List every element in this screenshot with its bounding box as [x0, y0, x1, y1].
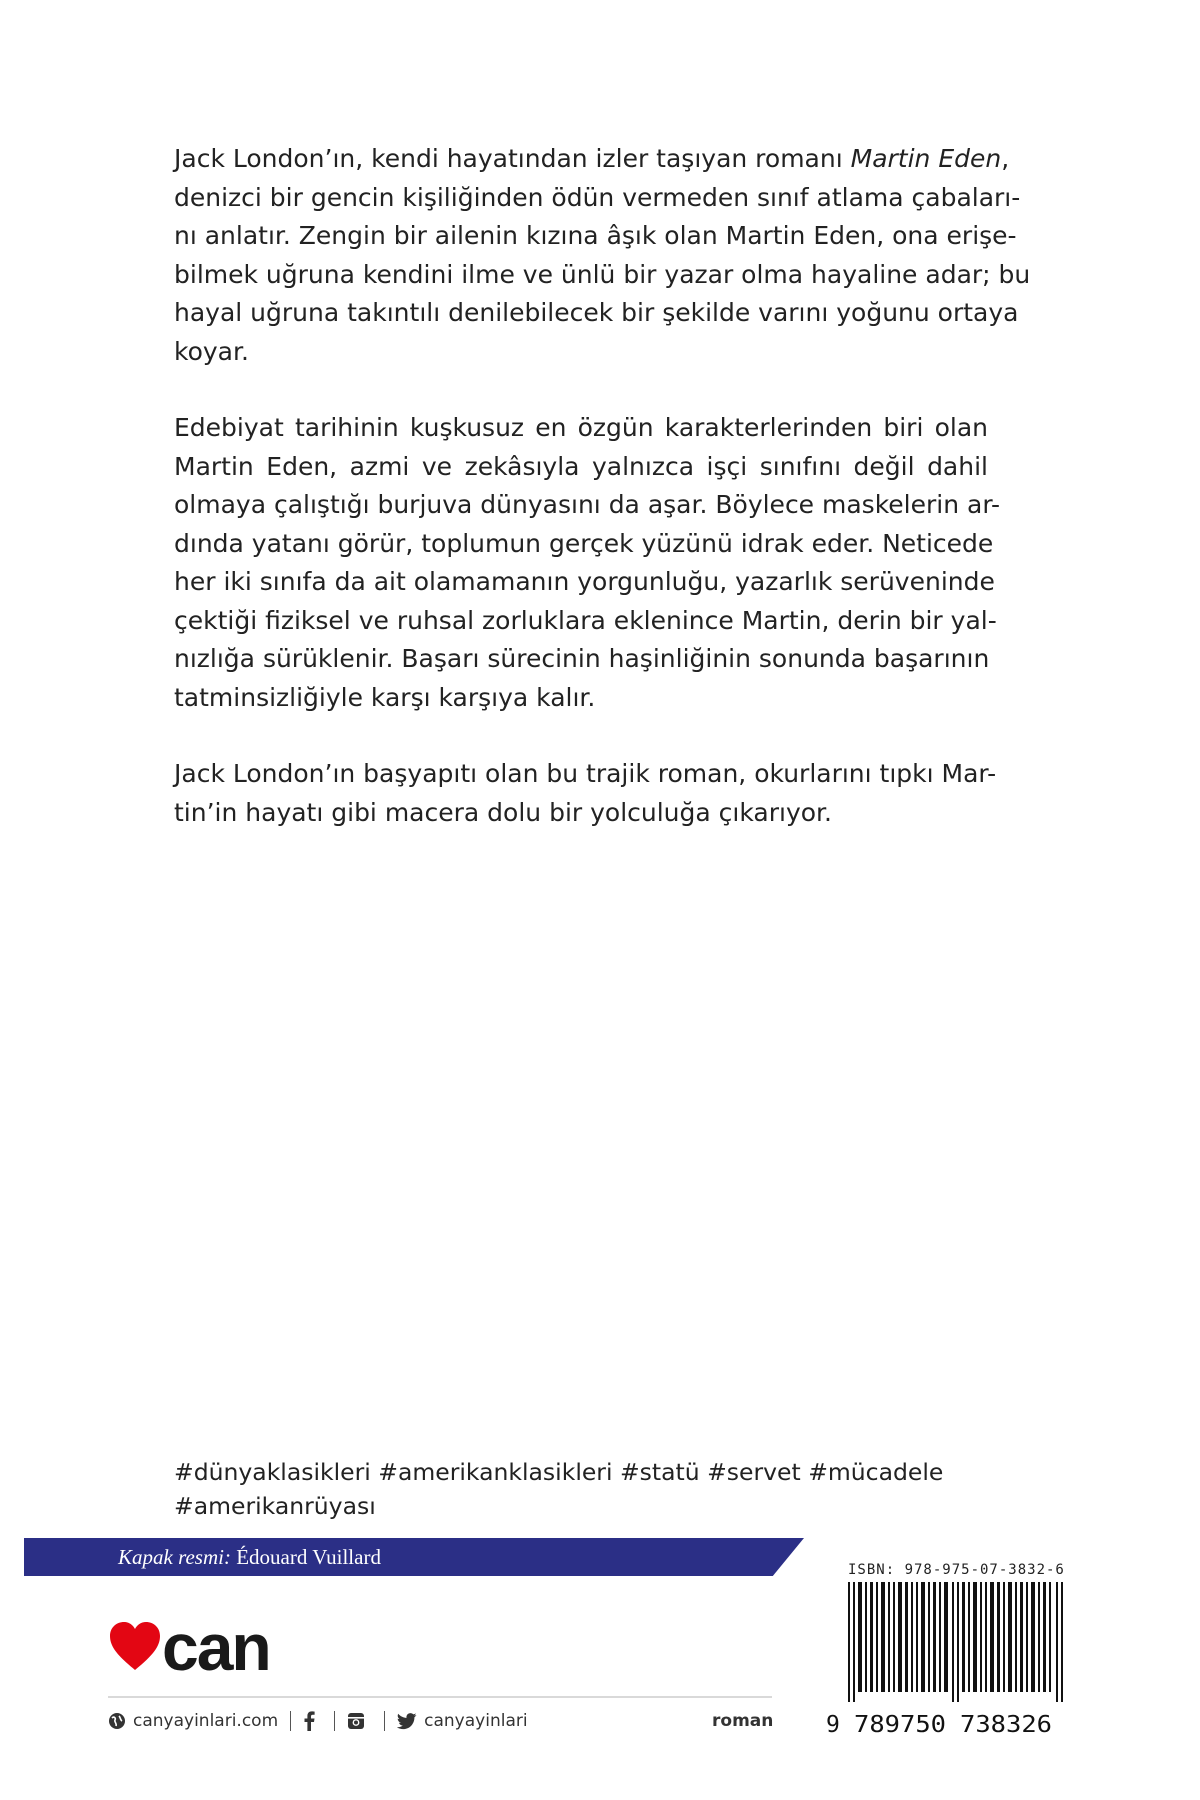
blurb-line: her iki sınıfa da ait olamamanın yorgunluğu, yazarlık serüveninde: [174, 567, 995, 596]
blurb-line: Martin Eden, azmi ve zekâsıyla yalnızca işçi sınıfını değil dahil: [174, 451, 988, 481]
hashtag-line: #amerikanrüyası: [174, 1492, 376, 1520]
cover-credit-artist: Édouard Vuillard: [236, 1545, 381, 1569]
barcode: [848, 1582, 1068, 1702]
publisher-footer: [108, 1706, 528, 1736]
blurb-paragraph-3: [174, 755, 997, 832]
footer-divider: [108, 1696, 772, 1698]
barcode-digit-group-2: 738326: [960, 1712, 1052, 1738]
barcode-digit-group-1: 789750: [854, 1712, 946, 1738]
blurb-line: dında yatanı görür, toplumun gerçek yüzünü idrak eder. Neticede: [174, 528, 994, 558]
blurb-line: çektiği fiziksel ve ruhsal zorluklara eklenince Martin, derin bir yal-: [174, 605, 997, 635]
blurb-line: tatminsizliğiyle karşı karşıya kalır.: [174, 682, 596, 712]
footer-separator: [290, 1711, 291, 1731]
cover-credit-label: Kapak resmi:: [118, 1545, 231, 1569]
blurb-line: nı anlatır. Zengin bir ailenin kızına âşık olan Martin Eden, ona erişe-: [174, 221, 1017, 250]
footer-separator: [334, 1711, 335, 1731]
facebook-icon[interactable]: [303, 1711, 315, 1731]
blurb-line: bilmek uğruna kendini ilme ve ünlü bir yazar olma hayaline adar; bu: [174, 259, 1031, 289]
blurb-line: Jack London’ın başyapıtı olan bu trajik roman, okurlarını tıpkı Mar-: [174, 759, 997, 788]
blurb-line: nızlığa sürüklenir. Başarı sürecinin haşinliğinin sonunda başarının: [174, 644, 990, 673]
blurb-text: ,: [1001, 144, 1010, 173]
book-title-italic: Martin Eden: [850, 144, 1002, 173]
blurb-line: koyar.: [174, 336, 249, 366]
blurb-paragraph-2: [174, 409, 1001, 717]
barcode-digits: [824, 1708, 1074, 1738]
instagram-icon[interactable]: [347, 1712, 365, 1730]
barcode-digit-first: 9: [826, 1712, 840, 1738]
publisher-logo: [108, 1610, 298, 1684]
cover-credit: [118, 1541, 381, 1573]
blurb-line: denizci bir gencin kişiliğinden ödün vermeden sınıf atlama çabaları-: [174, 182, 1021, 212]
genre-label: roman: [712, 1711, 774, 1731]
isbn-label: ISBN: 978-975-07-3832-6: [848, 1562, 1065, 1578]
globe-icon: [108, 1712, 126, 1730]
hashtags: [174, 1455, 994, 1523]
blurb-line: tin’in hayatı gibi macera dolu bir yolculuğa çıkarıyor.: [174, 797, 832, 827]
blurb-line: [174, 140, 1010, 179]
blurb-text: Jack London’ın, kendi hayatından izler taşıyan romanı: [174, 144, 851, 173]
blurb-line: olmaya çalıştığı burjuva dünyasını da aşar. Böylece maskelerin ar-: [174, 490, 1001, 519]
logo-wordmark: can: [162, 1610, 270, 1684]
footer-separator: [384, 1711, 385, 1731]
twitter-icon[interactable]: [397, 1713, 417, 1730]
blurb-line: hayal uğruna takıntılı denilebilecek bir şekilde varını yoğunu ortaya: [174, 298, 1019, 327]
heart-icon: [108, 1620, 162, 1672]
back-cover-blurb: [174, 140, 1031, 870]
blurb-paragraph-1: [174, 140, 1031, 371]
website-link[interactable]: canyayinlari.com: [133, 1711, 279, 1731]
blurb-line: Edebiyat tarihinin kuşkusuz en özgün karakterlerinden biri olan: [174, 413, 988, 442]
hashtag-line: #dünyaklasikleri #amerikanklasikleri #statü #servet #mücadele: [174, 1458, 944, 1486]
social-handle[interactable]: canyayinlari: [424, 1711, 528, 1731]
